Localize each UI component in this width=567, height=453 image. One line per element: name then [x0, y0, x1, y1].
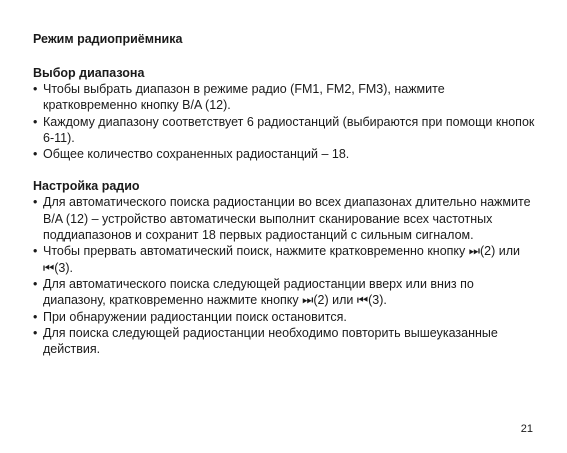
list-item: • При обнаружении радиостанции поиск остановится. — [33, 309, 538, 325]
list-item: • Для поиска следующей радиостанции необходимо повторить вышеуказанные действия. — [33, 325, 538, 358]
list-item: • Чтобы выбрать диапазон в режиме радио (FM1, FM2, FM3), нажмите кратковременно кнопку B/A (12). — [33, 81, 538, 114]
band-selection-list — [33, 81, 538, 162]
list-item: • Для автоматического поиска следующей радиостанции вверх или вниз по диапазону, кратковременно нажмите кнопку ⏭(2) или ⏮(3). — [33, 276, 538, 309]
section-heading-radio-tuning: Настройка радио — [33, 179, 140, 194]
section-heading-band-selection: Выбор диапазона — [33, 66, 145, 80]
document-page — [33, 31, 538, 373]
radio-tuning-list — [33, 194, 538, 357]
list-item: • Общее количество сохраненных радиостанций – 18. — [33, 146, 538, 162]
page-title: Режим радиоприёмника — [33, 32, 183, 46]
list-item: • Для автоматического поиска радиостанции во всех диапазонах длительно нажмите B/A (12) – устройство автоматически выполнит сканирование всех частотных поддиапазонов и сохранит 18 первых радиостанций с сильным сигналом. — [33, 194, 538, 243]
page-number: 21 — [520, 423, 533, 435]
section-radio-tuning — [33, 178, 538, 357]
list-item: • Каждому диапазону соответствует 6 радиостанций (выбираются при помощи кнопок 6-11). — [33, 114, 538, 147]
section-band-selection — [33, 65, 538, 162]
list-item: • Чтобы прервать автоматический поиск, нажмите кратковременно кнопку ⏭(2) или ⏮(3). — [33, 243, 538, 276]
